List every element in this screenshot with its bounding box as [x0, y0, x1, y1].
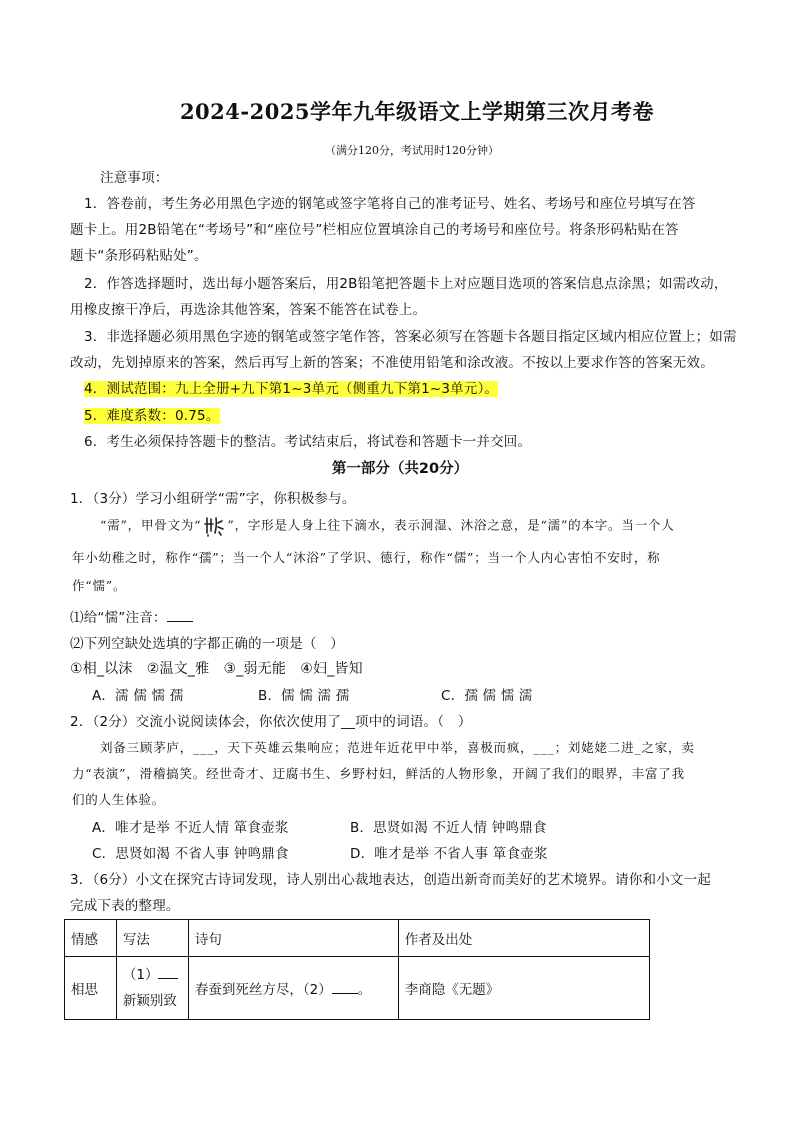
q1-passage-part: “需”，甲骨文为“ — [100, 517, 202, 533]
answer-blank[interactable] — [167, 609, 193, 622]
notice-heading: 注意事项： — [100, 170, 169, 186]
q3-stem: 完成下表的整理。 — [70, 898, 180, 914]
table-header-row — [65, 920, 650, 957]
table-header-cell: 作者及出处 — [398, 920, 649, 957]
q1-sub1-text: ⑴给“懦”注音： — [70, 610, 167, 626]
notice-line: 用橡皮擦干净后，再选涂其他答案，答案不能答在试卷上。 — [70, 302, 427, 318]
notice-line: 2．作答选择题时，选出每小题答案后，用2B铅笔把答题卡上对应题目选项的答案信息点涂黑；如需改动， — [84, 276, 728, 292]
notice-line: 1．答卷前，考生务必用黑色字迹的钢笔或签字笔将自己的准考证号、姓名、考场号和座位号填写在答 — [84, 196, 696, 212]
table-header-cell: 写法 — [116, 920, 188, 957]
answer-blank[interactable] — [332, 981, 358, 994]
q1-passage-line: 作“懦”。 — [72, 578, 127, 593]
q1-passage-part: ”，字形是人身上往下滴水，表示洞湿、沐浴之意，是“濡”的本字。当一个人 — [227, 517, 675, 533]
notice-line-highlighted — [84, 404, 220, 424]
poem-suffix: 。 — [357, 982, 372, 998]
notice-line: 题卡上。用2B铅笔在“考场号”和“座位号”栏相应位置填涂自己的考场号和座位号。将条形码粘贴在答 — [70, 222, 679, 238]
table-row — [65, 957, 650, 1020]
notice-line: 改动，先划掉原来的答案，然后再写上新的答案；不准使用铅笔和涂改液。不按以上要求作答的答案无效。 — [70, 355, 714, 371]
q2-option-d[interactable]: D．唯才是举 不省人事 箪食壶浆 — [350, 846, 548, 862]
q1-subquestion-1 — [70, 606, 193, 626]
table-cell-emotion: 相思 — [65, 957, 117, 1020]
table-cell-method — [116, 957, 188, 1020]
q1-items: ①相_以沫 ②温文_雅 ③_弱无能 ④妇_皆知 — [70, 661, 363, 677]
q2-option-b[interactable]: B．思贤如渴 不近人情 钟鸣鼎食 — [350, 820, 547, 836]
exam-subtitle: （满分120分，考试用时120分钟） — [325, 144, 499, 157]
q1-stem: 1．（3分）学习小组研学“需”字，你积极参与。 — [70, 491, 356, 507]
q3-table — [64, 919, 650, 1020]
q1-option-a[interactable]: A．濡 儒 懦 孺 — [92, 688, 184, 704]
section-title: 第一部分（共20分） — [331, 461, 469, 477]
table-header-cell: 诗句 — [188, 920, 398, 957]
method-suffix: 新颖别致 — [122, 993, 177, 1009]
q1-option-b[interactable]: B．儒 懦 濡 孺 — [258, 688, 350, 704]
exam-title: 2024-2025学年九年级语文上学期第三次月考卷 — [179, 99, 655, 124]
notice-line-highlighted — [84, 377, 498, 397]
highlight-difficulty: 5．难度系数：0.75。 — [84, 408, 220, 424]
q2-passage-line: 刘备三顾茅庐，___，天下英雄云集响应；范进年近花甲中举，喜极而疯，___；刘姥姥二进_之家，卖 — [100, 740, 695, 755]
poem-prefix: 春蚕到死丝方尽，（2） — [194, 982, 332, 998]
table-cell-author: 李商隐《无题》 — [398, 957, 649, 1020]
q2-stem: 2．（2分）交流小说阅读体会，你依次使用了__项中的词语。（ ） — [70, 714, 472, 730]
q1-subquestion-2: ⑵下列空缺处选填的字都正确的一项是（ ） — [70, 636, 344, 652]
q1-passage-line: 年小幼稚之时，称作“孺”；当一个人“沐浴”了学识、德行，称作“儒”；当一个人内心害怕不安时，称 — [72, 550, 661, 565]
q2-passage-line: 们的人生体验。 — [72, 792, 166, 807]
q1-passage-line — [100, 515, 675, 537]
notice-line: 题卡“条形码粘贴处”。 — [70, 248, 208, 264]
q3-stem: 3．（6分）小文在探究古诗词发现，诗人别出心裁地表达，创造出新奇而美好的艺术境界。请你和小文一起 — [70, 872, 712, 888]
table-cell-poem — [188, 957, 398, 1020]
q2-option-c[interactable]: C．思贤如渴 不省人事 钟鸣鼎食 — [92, 846, 289, 862]
q2-passage-line: 力“表演”，滑稽搞笑。经世奇才、迂腐书生、乡野村妇，鲜活的人物形象，开阔了我们的眼界，丰富了我 — [72, 766, 685, 781]
q2-option-a[interactable]: A．唯才是举 不近人情 箪食壶浆 — [92, 820, 289, 836]
notice-line: 3．非选择题必须用黑色字迹的钢笔或签字笔作答，答案必须写在答题卡各题目指定区域内相应位置上；如需 — [84, 329, 737, 345]
answer-blank[interactable] — [158, 966, 178, 979]
q1-option-c[interactable]: C．孺 儒 懦 濡 — [441, 688, 533, 704]
highlight-range: 4．测试范围：九上全册+九下第1~3单元（侧重九下第1~3单元）。 — [84, 381, 499, 397]
table-header-cell: 情感 — [65, 920, 117, 957]
method-prefix: （1） — [122, 967, 159, 983]
notice-line: 6．考生必须保持答题卡的整洁。考试结束后，将试卷和答题卡一并交回。 — [84, 434, 532, 450]
oracle-bone-glyph-icon — [203, 515, 225, 537]
